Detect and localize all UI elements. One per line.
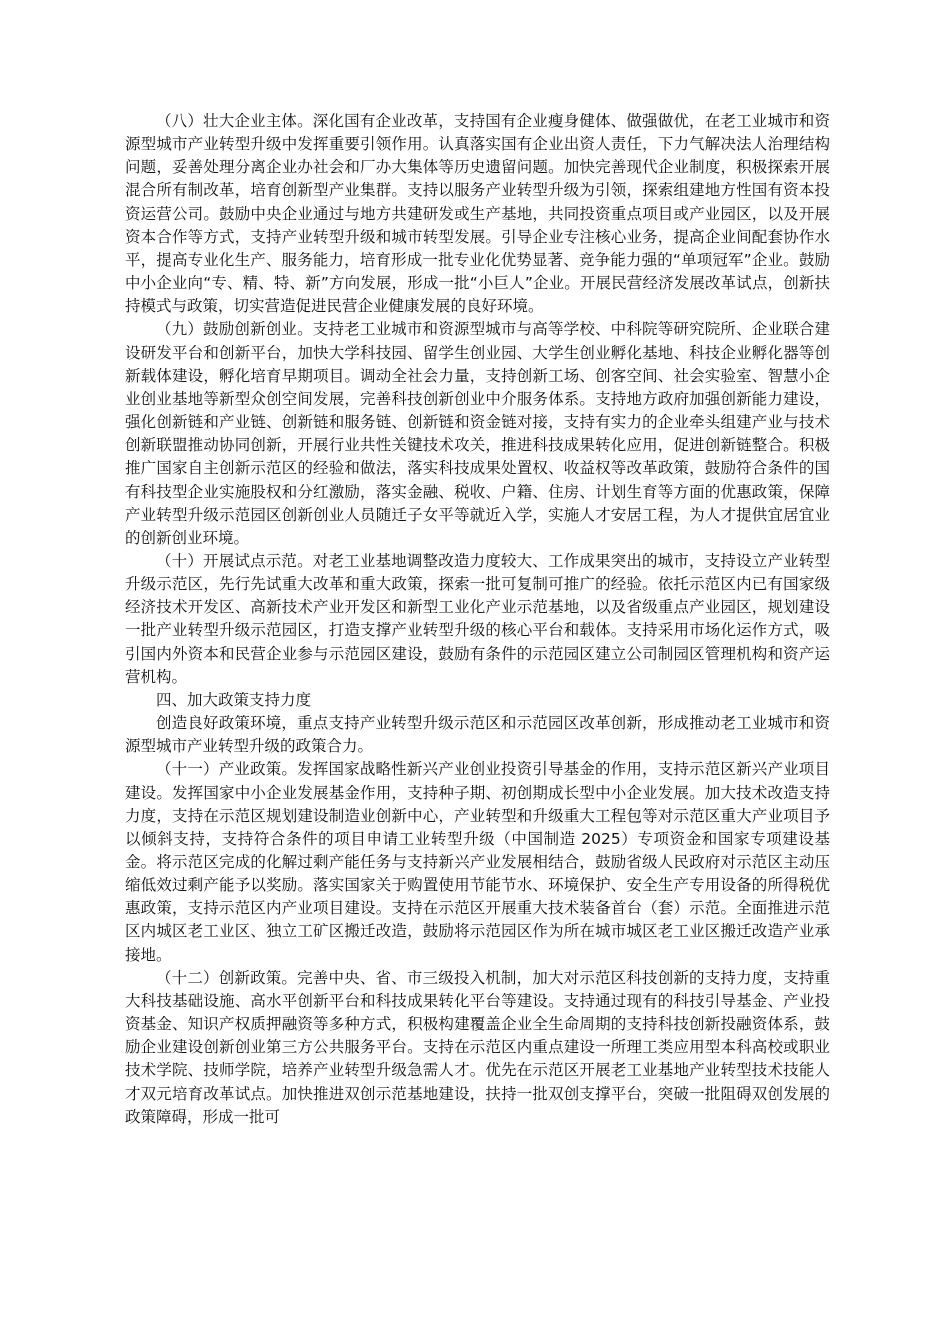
paragraph-enterprise-entities: （八）壮大企业主体。深化国有企业改革，支持国有企业瘦身健体、做强做优，在老工业城市和资源型城市产业转型升级中发挥重要引领作用。认真落实国有企业出资人责任，下力气解决法人治理结构问题，妥善处理分离企业办社会和厂办大集体等历史遗留问题。加快完善现代企业制度，积极探索开展混合所有制改革，培育创新型产业集群。支持以服务产业转型升级为引领，探索组建地方性国有资本投资运营公司。鼓励中央企业通过与地方共建研发或生产基地，共同投资重点项目或产业园区，以及开展资本合作等方式，支持产业转型升级和城市转型发展。引导企业专注核心业务，提高企业间配套协作水平，提高专业化生产、服务能力，培育形成一批专业化优势显著、竞争能力强的“单项冠军”企业。鼓励中小企业向“专、精、特、新”方向发展，形成一批“小巨人”企业。开展民营经济发展改革试点，创新扶持模式与政策，切实营造促进民营企业健康发展的良好环境。: [125, 112, 830, 316]
paragraph-industrial-policy: （十一）产业政策。发挥国家战略性新兴产业创业投资引导基金的作用，支持示范区新兴产业项目建设。发挥国家中小企业发展基金作用，支持种子期、初创期成长型中小企业发展。加大技术改造支持力度，支持在示范区规划建设制造业创新中心，产业转型和升级重大工程包等对示范区重大产业项目予以倾斜支持，支持符合条件的项目申请工业转型升级（中国制造 2025）专项资金和国家专项建设基金。将示范区完成的化解过剩产能任务与支持新兴产业发展相结合，鼓励省级人民政府对示范区主动压缩低效过剩产能予以奖励。落实国家关于购置使用节能节水、环境保护、安全生产专用设备的所得税优惠政策，支持示范区内产业项目建设。支持在示范区开展重大技术装备首台（套）示范。全面推进示范区内城区老工业区、独立工矿区搬迁改造，鼓励将示范园区作为所在城市城区老工业区搬迁改造产业承接地。: [125, 760, 830, 964]
paragraph-policy-environment: 创造良好政策环境，重点支持产业转型升级示范区和示范园区改革创新，形成推动老工业城市和资源型城市产业转型升级的政策合力。: [125, 714, 830, 756]
paragraph-innovation-policy: （十二）创新政策。完善中央、省、市三级投入机制，加大对示范区科技创新的支持力度，支持重大科技基础设施、高水平创新平台和科技成果转化平台等建设。支持通过现有的科技引导基金、产业投资基金、知识产权质押融资等多种方式，积极构建覆盖企业全生命周期的支持科技创新投融资体系，鼓励企业建设创新创业第三方公共服务平台。支持在示范区内重点建设一所理工类应用型本科高校或职业技术学院、技师学院，培养产业转型升级急需人才。优先在示范区开展老工业基地产业转型技术技能人才双元培育改革试点。加快推进双创示范基地建设，扶持一批双创支撑平台，突破一批阻碍双创发展的政策障碍，形成一批可: [125, 968, 830, 1126]
paragraph-innovation-entrepreneurship: （九）鼓励创新创业。支持老工业城市和资源型城市与高等学校、中科院等研究院所、企业联合建设研发平台和创新平台，加快大学科技园、留学生创业园、大学生创业孵化基地、科技企业孵化器等创新载体建设，孵化培育早期项目。调动全社会力量，支持创新工场、创客空间、社会实验室、智慧小企业创业基地等新型众创空间发展，完善科技创新创业中介服务体系。支持地方政府加强创新能力建设，强化创新链和产业链、创新链和服务链、创新链和资金链对接，支持有实力的企业牵头组建产业与技术创新联盟推动协同创新，开展行业共性关键技术攻关，推进科技成果转化应用，促进创新链整合。积极推广国家自主创新示范区的经验和做法，落实科技成果处置权、收益权等改革政策，鼓励符合条件的国有科技型企业实施股权和分红激励，落实金融、税收、户籍、住房、计划生育等方面的优惠政策，保障产业转型升级示范园区创新创业人员随迁子女平等就近入学，实施人才安居工程，为人才提供宜居宜业的创新创业环境。: [125, 320, 830, 547]
section-heading-policy-support: 四、加大政策支持力度: [156, 690, 312, 709]
paragraph-pilot-demonstration: （十）开展试点示范。对老工业基地调整改造力度较大、工作成果突出的城市，支持设立产业转型升级示范区，先行先试重大改革和重大政策，探索一批可复制可推广的经验。依托示范区内已有国家级经济技术开发区、高新技术产业开发区和新型工业化产业示范基地，以及省级重点产业园区，规划建设一批产业转型升级示范园区，打造支撑产业转型升级的核心平台和载体。支持采用市场化运作方式，吸引国内外资本和民营企业参与示范园区建设，鼓励有条件的示范园区建立公司制园区管理机构和资产运营机构。: [125, 551, 830, 686]
document-body: [125, 110, 830, 1129]
